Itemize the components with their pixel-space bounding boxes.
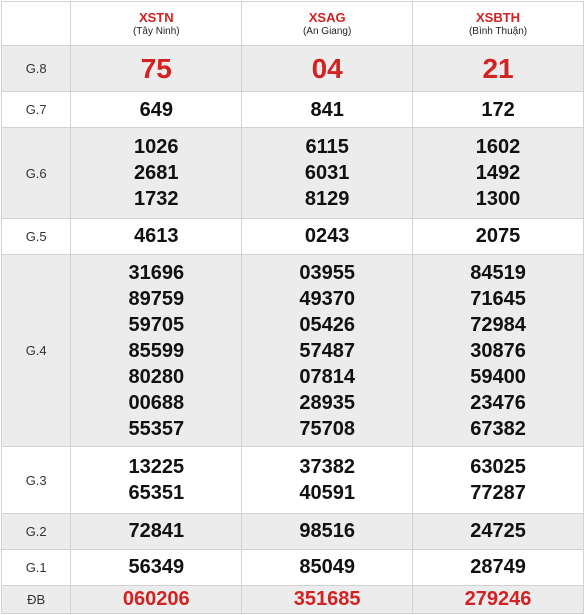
prize-cell [71, 254, 242, 447]
prize-cell [71, 585, 242, 613]
prize-label: ĐB [2, 585, 71, 613]
prize-number: 841 [310, 98, 344, 121]
prize-number: 21 [482, 52, 514, 84]
header-corner [2, 2, 71, 46]
prize-number: 65351 [128, 482, 185, 504]
prize-number: 40591 [299, 482, 355, 504]
prize-row-special [2, 585, 584, 613]
prize-number: 1732 [134, 188, 179, 211]
prize-row-g4 [2, 254, 584, 447]
prize-row-g3 [2, 447, 584, 513]
prize-number: 351685 [293, 587, 361, 610]
province-code[interactable]: XSAG [308, 9, 346, 25]
prize-number: 07814 [299, 365, 355, 388]
prize-number: 8129 [304, 188, 350, 211]
province-code[interactable]: XSBTH [476, 9, 521, 25]
header-province-1[interactable] [71, 2, 242, 46]
prize-cell [242, 92, 413, 128]
prize-cell [242, 549, 413, 585]
prize-number: 2681 [134, 162, 179, 185]
prize-cell [71, 513, 242, 549]
prize-number: 1602 [475, 136, 521, 159]
header-row [2, 2, 584, 46]
prize-number: 72984 [470, 313, 526, 336]
prize-number: 75708 [299, 417, 355, 440]
prize-number: 03955 [299, 261, 355, 284]
prize-number: 59400 [470, 365, 526, 388]
prize-cell [71, 92, 242, 128]
prize-label: G.5 [2, 218, 71, 254]
prize-cell [71, 218, 242, 254]
prize-cell [71, 128, 242, 218]
prize-number: 28749 [470, 556, 526, 579]
prize-number: 060206 [122, 587, 190, 610]
prize-number: 04 [311, 52, 343, 84]
prize-number: 05426 [299, 313, 355, 336]
prize-number: 30876 [470, 339, 526, 362]
prize-number: 31696 [128, 261, 185, 284]
lottery-results-table [1, 1, 584, 614]
province-name: (Bình Thuận) [468, 25, 528, 37]
prize-number: 59705 [128, 313, 185, 336]
province-name: (Tây Ninh) [132, 25, 180, 37]
prize-number: 67382 [470, 417, 526, 440]
prize-number: 98516 [299, 520, 355, 543]
prize-cell [413, 128, 584, 218]
prize-number: 6115 [305, 136, 349, 159]
prize-cell [413, 218, 584, 254]
prize-number: 72841 [128, 520, 185, 543]
prize-label: G.7 [2, 92, 71, 128]
prize-number: 37382 [299, 456, 355, 478]
prize-number: 6031 [304, 162, 350, 185]
prize-number: 1492 [475, 162, 521, 185]
prize-number: 00688 [128, 391, 185, 414]
prize-cell [413, 585, 584, 613]
prize-number: 57487 [299, 339, 355, 362]
prize-row-g8 [2, 46, 584, 92]
prize-row-g5 [2, 218, 584, 254]
prize-label: G.8 [2, 46, 71, 92]
prize-number: 85599 [128, 339, 185, 362]
prize-label: G.1 [2, 549, 71, 585]
province-name: (An Giang) [302, 25, 352, 37]
prize-number: 4613 [134, 225, 179, 248]
prize-row-g6 [2, 128, 584, 218]
prize-cell [242, 585, 413, 613]
prize-label: G.3 [2, 447, 71, 513]
prize-number: 84519 [470, 261, 526, 284]
prize-number: 75 [140, 52, 172, 84]
prize-cell [242, 513, 413, 549]
prize-number: 55357 [128, 417, 185, 440]
prize-number: 649 [139, 98, 173, 121]
prize-number: 24725 [470, 520, 526, 543]
prize-number: 85049 [299, 556, 355, 579]
prize-number: 1026 [134, 136, 179, 159]
prize-cell [242, 447, 413, 513]
prize-number: 49370 [299, 287, 355, 310]
prize-row-g7 [2, 92, 584, 128]
prize-cell [71, 549, 242, 585]
prize-number: 77287 [470, 482, 526, 504]
province-code[interactable]: XSTN [138, 9, 174, 25]
prize-number: 80280 [128, 365, 185, 388]
prize-label: G.4 [2, 254, 71, 447]
prize-cell [242, 128, 413, 218]
prize-label: G.2 [2, 513, 71, 549]
prize-cell [71, 46, 242, 92]
prize-number: 89759 [128, 287, 185, 310]
prize-number: 279246 [464, 587, 532, 610]
prize-cell [413, 513, 584, 549]
header-province-3[interactable] [413, 2, 584, 46]
prize-number: 13225 [128, 456, 185, 478]
prize-cell [71, 447, 242, 513]
prize-cell [413, 254, 584, 447]
prize-number: 28935 [299, 391, 355, 414]
prize-number: 2075 [475, 225, 521, 248]
prize-cell [242, 218, 413, 254]
prize-cell [242, 46, 413, 92]
prize-number: 1300 [475, 188, 521, 211]
prize-number: 172 [481, 98, 515, 121]
prize-number: 63025 [470, 456, 526, 478]
prize-cell [413, 447, 584, 513]
prize-number: 56349 [128, 556, 185, 579]
prize-number: 0243 [304, 225, 350, 248]
prize-cell [242, 254, 413, 447]
prize-cell [413, 46, 584, 92]
prize-cell [413, 549, 584, 585]
prize-cell [413, 92, 584, 128]
header-province-2[interactable] [242, 2, 413, 46]
prize-row-g2 [2, 513, 584, 549]
prize-number: 23476 [470, 391, 526, 414]
prize-row-g1 [2, 549, 584, 585]
prize-number: 71645 [470, 287, 526, 310]
prize-label: G.6 [2, 128, 71, 218]
